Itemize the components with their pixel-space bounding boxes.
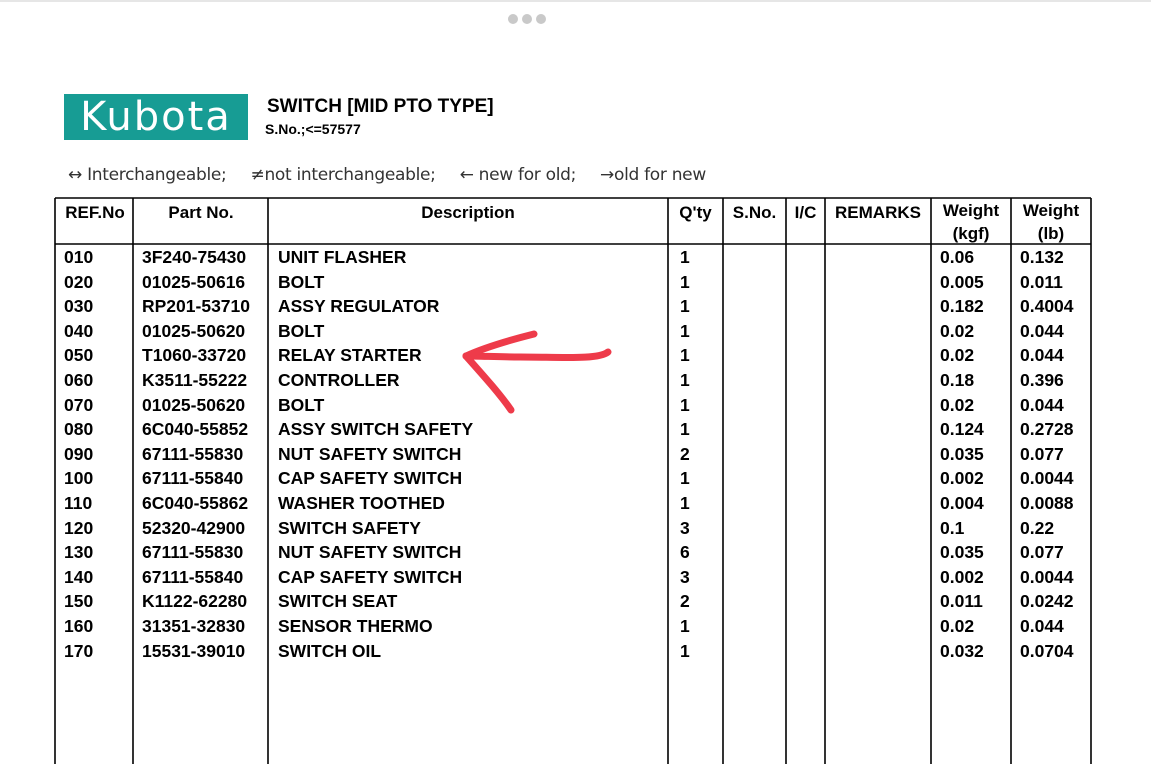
cell-weight-kgf: 0.18 [940, 370, 975, 390]
cell-part-no: 01025-50620 [142, 320, 246, 341]
legend-not-interchangeable: ≠not interchangeable; [250, 165, 436, 185]
cell-weight-kgf: 0.035 [940, 542, 984, 563]
cell-part-no: 31351-32830 [142, 616, 246, 636]
cell-ref: 080 [64, 419, 94, 440]
kubota-logo: Kubota [64, 94, 248, 140]
cell-weight-kgf: 0.004 [940, 493, 984, 513]
cell-description: RELAY STARTER [278, 345, 422, 366]
cell-qty: 3 [680, 566, 690, 587]
cell-qty: 2 [680, 443, 690, 464]
cell-description: CONTROLLER [278, 370, 400, 390]
cell-description: SENSOR THERMO [278, 616, 433, 636]
bidirectional-arrow-icon: ↔ [68, 165, 82, 185]
cell-weight-lb: 0.044 [1020, 320, 1064, 341]
cell-ref: 060 [64, 370, 94, 390]
cell-weight-kgf: 0.182 [940, 296, 984, 317]
cell-ref: 110 [64, 493, 93, 513]
cell-part-no: 01025-50620 [142, 394, 246, 415]
cell-weight-kgf: 0.1 [940, 517, 965, 538]
top-divider [0, 0, 1151, 2]
cell-weight-lb: 0.044 [1020, 394, 1064, 415]
header-description: Description [421, 203, 515, 222]
serial-number: S.No.;<=57577 [265, 121, 361, 137]
cell-qty: 1 [680, 616, 690, 636]
cell-weight-kgf: 0.002 [940, 566, 984, 587]
header-qty: Q'ty [679, 203, 712, 222]
cell-ref: 050 [64, 345, 94, 366]
header-part: Part No. [168, 203, 234, 222]
left-arrow-icon: ← [459, 165, 474, 185]
cell-description: NUT SAFETY SWITCH [278, 443, 462, 464]
cell-weight-lb: 0.044 [1020, 616, 1064, 636]
more-options-icon[interactable] [508, 14, 546, 24]
cell-weight-kgf: 0.032 [940, 640, 984, 661]
cell-qty: 1 [680, 468, 690, 489]
cell-weight-lb: 0.0088 [1020, 493, 1074, 513]
cell-qty: 2 [680, 591, 690, 612]
legend-new-for-old: ← new for old; [459, 165, 577, 185]
cell-qty: 1 [680, 296, 690, 317]
cell-part-no: 01025-50616 [142, 271, 246, 292]
cell-weight-lb: 0.2728 [1020, 419, 1074, 440]
cell-qty: 3 [680, 517, 690, 538]
cell-part-no: 15531-39010 [142, 640, 246, 661]
cell-ref: 120 [64, 517, 94, 538]
cell-part-no: 67111-55840 [142, 566, 244, 587]
cell-qty: 1 [680, 320, 690, 341]
cell-weight-lb: 0.044 [1020, 345, 1064, 366]
cell-qty: 1 [680, 493, 690, 513]
cell-ref: 160 [64, 616, 94, 636]
cell-qty: 1 [680, 247, 690, 267]
cell-ref: 140 [64, 566, 94, 587]
cell-part-no: 3F240-75430 [142, 247, 247, 267]
header-weight-lb: Weight (lb) [1022, 201, 1080, 243]
header-weight-kgf: Weight (kgf) [942, 201, 1000, 243]
cell-weight-lb: 0.011 [1020, 271, 1063, 292]
cell-weight-lb: 0.4004 [1020, 296, 1074, 317]
cell-description: SWITCH SAFETY [278, 517, 421, 538]
cell-ref: 020 [64, 271, 94, 292]
cell-weight-lb: 0.077 [1020, 443, 1064, 464]
cell-part-no: 52320-42900 [142, 517, 246, 538]
cell-ref: 170 [64, 640, 94, 661]
cell-weight-lb: 0.0044 [1020, 566, 1074, 587]
page-title: SWITCH [MID PTO TYPE] [267, 96, 494, 117]
cell-weight-lb: 0.396 [1020, 370, 1064, 390]
cell-description: ASSY SWITCH SAFETY [278, 419, 474, 440]
cell-weight-lb: 0.132 [1020, 247, 1064, 267]
cell-qty: 1 [680, 640, 690, 661]
header-sno: S.No. [732, 203, 777, 222]
cell-qty: 1 [680, 370, 690, 390]
cell-ref: 070 [64, 394, 94, 415]
cell-description: CAP SAFETY SWITCH [278, 468, 463, 489]
cell-description: SWITCH OIL [278, 640, 382, 661]
cell-description: BOLT [278, 320, 325, 341]
cell-part-no: RP201-53710 [142, 296, 250, 317]
legend-interchangeable: ↔ Interchangeable; [68, 165, 227, 185]
cell-ref: 100 [64, 468, 94, 489]
interchange-legend [68, 165, 706, 185]
cell-weight-kgf: 0.011 [940, 591, 983, 612]
cell-weight-lb: 0.22 [1020, 517, 1055, 538]
cell-qty: 1 [680, 394, 690, 415]
cell-ref: 150 [64, 591, 94, 612]
cell-part-no: 67111-55830 [142, 443, 244, 464]
cell-qty: 6 [680, 542, 690, 563]
cell-weight-kgf: 0.035 [940, 443, 984, 464]
cell-weight-kgf: 0.02 [940, 345, 975, 366]
legend-old-for-new: →old for new [600, 165, 706, 185]
cell-weight-kgf: 0.02 [940, 320, 975, 341]
parts-table [54, 197, 1092, 764]
header-remarks: REMARKS [835, 203, 921, 222]
cell-ref: 010 [64, 247, 94, 267]
cell-part-no: T1060-33720 [142, 345, 247, 366]
not-equal-icon: ≠ [250, 165, 265, 185]
cell-qty: 1 [680, 419, 690, 440]
cell-weight-lb: 0.0044 [1020, 468, 1074, 489]
header-ref: REF.No [65, 203, 125, 222]
cell-description: BOLT [278, 271, 325, 292]
cell-description: CAP SAFETY SWITCH [278, 566, 463, 587]
cell-description: NUT SAFETY SWITCH [278, 542, 462, 563]
cell-description: SWITCH SEAT [278, 591, 398, 612]
cell-weight-kgf: 0.06 [940, 247, 975, 267]
cell-description: WASHER TOOTHED [278, 493, 445, 513]
cell-part-no: K3511-55222 [142, 370, 248, 390]
cell-ref: 030 [64, 296, 94, 317]
cell-ref: 090 [64, 443, 94, 464]
header-ic: I/C [794, 203, 817, 222]
cell-ref: 040 [64, 320, 94, 341]
cell-weight-kgf: 0.005 [940, 271, 984, 292]
cell-part-no: 6C040-55862 [142, 493, 249, 513]
cell-description: ASSY REGULATOR [278, 296, 440, 317]
cell-description: BOLT [278, 394, 325, 415]
cell-weight-lb: 0.0704 [1020, 640, 1074, 661]
cell-weight-kgf: 0.002 [940, 468, 984, 489]
cell-part-no: 67111-55840 [142, 468, 244, 489]
cell-description: UNIT FLASHER [278, 247, 407, 267]
cell-weight-lb: 0.0242 [1020, 591, 1074, 612]
cell-ref: 130 [64, 542, 94, 563]
cell-part-no: 6C040-55852 [142, 419, 249, 440]
cell-weight-kgf: 0.02 [940, 394, 975, 415]
cell-qty: 1 [680, 271, 690, 292]
cell-part-no: 67111-55830 [142, 542, 244, 563]
cell-weight-kgf: 0.02 [940, 616, 975, 636]
cell-weight-kgf: 0.124 [940, 419, 984, 440]
cell-qty: 1 [680, 345, 690, 366]
right-arrow-icon: → [600, 165, 614, 185]
cell-weight-lb: 0.077 [1020, 542, 1064, 563]
cell-part-no: K1122-62280 [142, 591, 248, 612]
